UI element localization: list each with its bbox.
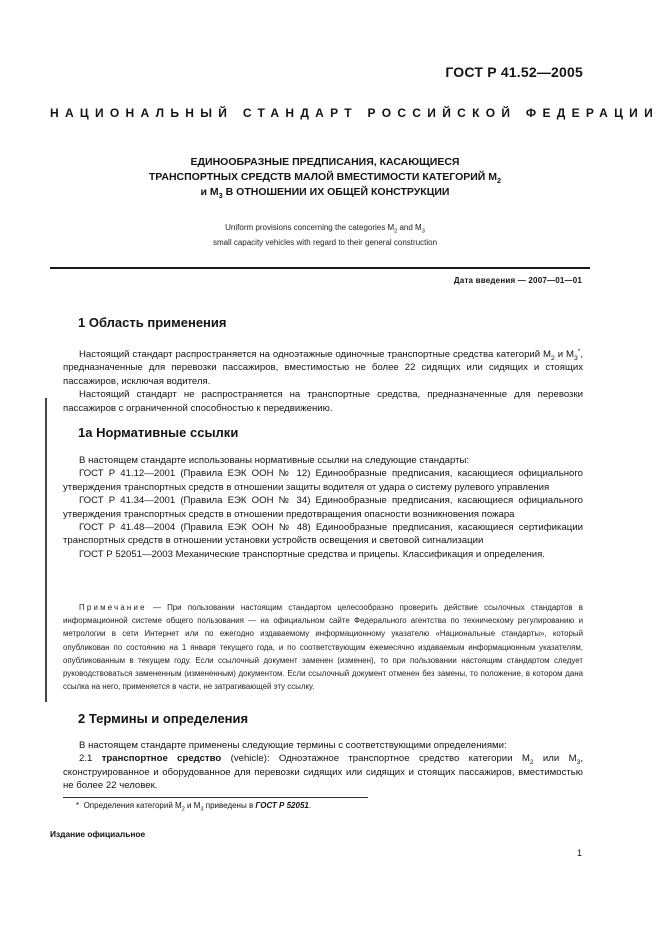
reference-item: ГОСТ Р 41.12—2001 (Правила ЕЭК ООН № 12) Единообразные предписания, касающиеся официального утверждения транспортных средств в отношении защиты водителя от удара о систему рулевого управления <box>63 468 583 493</box>
section-1a-intro: В настоящем стандарте использованы нормативные ссылки на следующие стандарты: <box>79 455 470 466</box>
note-label: Примечание <box>79 603 147 612</box>
reference-item: ГОСТ Р 41.48—2004 (Правила ЕЭК ООН № 48) Единообразные предписания, касающиеся сертификации транспортных средств в отношении установки устройств освещения и световой сигнализации <box>63 522 583 547</box>
title-line-2: ТРАНСПОРТНЫХ СРЕДСТВ МАЛОЙ ВМЕСТИМОСТИ КАТЕГОРИЙ $М_2$ <box>148 171 502 186</box>
section-1-heading: 1 Область применения <box>78 315 227 330</box>
national-standard-banner: НАЦИОНАЛЬНЫЙ СТАНДАРТ РОССИЙСКОЙ ФЕДЕРАЦИИ <box>50 106 660 120</box>
official-edition-label: Издание официальное <box>50 829 146 839</box>
reference-item: ГОСТ Р 41.34—2001 (Правила ЕЭК ООН № 34) Единообразные предписания, касающиеся официального утверждения транспортных средств в отношении предотвращения опасности возникновения пожара <box>63 495 583 520</box>
reference-item: ГОСТ Р 52051—2003 Механические транспортные средства и прицепы. Классификация и определения. <box>79 548 545 560</box>
section-1-paragraph-2: Настоящий стандарт не распространяется на транспортные средства, предназначенные для перевозки пассажиров с ограниченной способностью к передвижению. <box>63 389 583 414</box>
section-1a-heading: 1а Нормативные ссылки <box>78 425 239 440</box>
footnote-reference: ГОСТ Р 52051 <box>255 801 309 810</box>
english-title <box>90 220 560 250</box>
section-2-intro: В настоящем стандарте применены следующие термины с соответствующими определениями: <box>79 740 507 751</box>
footnote: * Определения категорий $М_2$ и $М_3$ приведены в ГОСТ Р 52051. <box>76 801 312 813</box>
header-divider <box>50 267 590 269</box>
document-title <box>90 155 560 200</box>
title-line-3: и $М_3$ В ОТНОШЕНИИ ИХ ОБЩЕЙ КОНСТРУКЦИИ <box>200 186 450 201</box>
title-line-1: ЕДИНООБРАЗНЫЕ ПРЕДПИСАНИЯ, КАСАЮЩИЕСЯ <box>190 156 460 168</box>
english-title-line-2: small capacity vehicles with regard to their general construction <box>212 238 438 247</box>
section-1-body <box>63 348 583 415</box>
section-1-paragraph-1: Настоящий стандарт распространяется на одноэтажные одиночные транспортные средства категорий $М_2$ и $М_3^*$, предназначенные для перевозки пассажиров, вместимостью не более 22 сидящих или сидящих и стоящих пассажиров, исключая водителя. <box>63 347 583 387</box>
section-1a-body <box>63 454 583 561</box>
note-text: — При пользовании настоящим стандартом целесообразно проверить действие ссылочных стандартов в информационной системе общего пользования — на официальном сайте Федерального агентства по техническому регулированию и метрологии в сети Интернет или по ежегодно издаваемому информационному указателю «Национальные стандарты», который опубликован по состоянию на 1 января текущего года, и по соответствующим ежемесячно издаваемым информационным указателям, опубликованным в текущем году. Если ссылочный документ заменен (изменен), то при пользовании настоящим стандартом следует руководствоваться замененным (измененным) документом. Если ссылочный документ отменен без замены, то положение, в котором дана ссылка на него, применяется в части, не затрагивающей эту ссылку. <box>63 603 583 692</box>
english-title-line-1: Uniform provisions concerning the categories $M_2$ and $M_3$ <box>225 223 425 235</box>
section-2-heading: 2 Термины и определения <box>78 711 249 726</box>
section-2-body <box>63 739 583 793</box>
change-bar <box>45 398 47 702</box>
reference-note <box>63 601 583 693</box>
footnote-mark: * <box>76 801 80 810</box>
standard-number: ГОСТ Р 41.52—2005 <box>445 64 583 80</box>
definition-vehicle: 2.1 транспортное средство (vehicle): Одноэтажное транспортное средство категории $М_2$ или $М_3$, сконструированное и оборудованное для перевозки сидящих или сидящих и стоящих пассажиров, вместимостью не более 22 человек. <box>63 753 583 792</box>
page-number: 1 <box>577 848 583 858</box>
footnote-divider <box>63 797 368 798</box>
effective-date: Дата введения — 2007—01—01 <box>453 276 582 285</box>
